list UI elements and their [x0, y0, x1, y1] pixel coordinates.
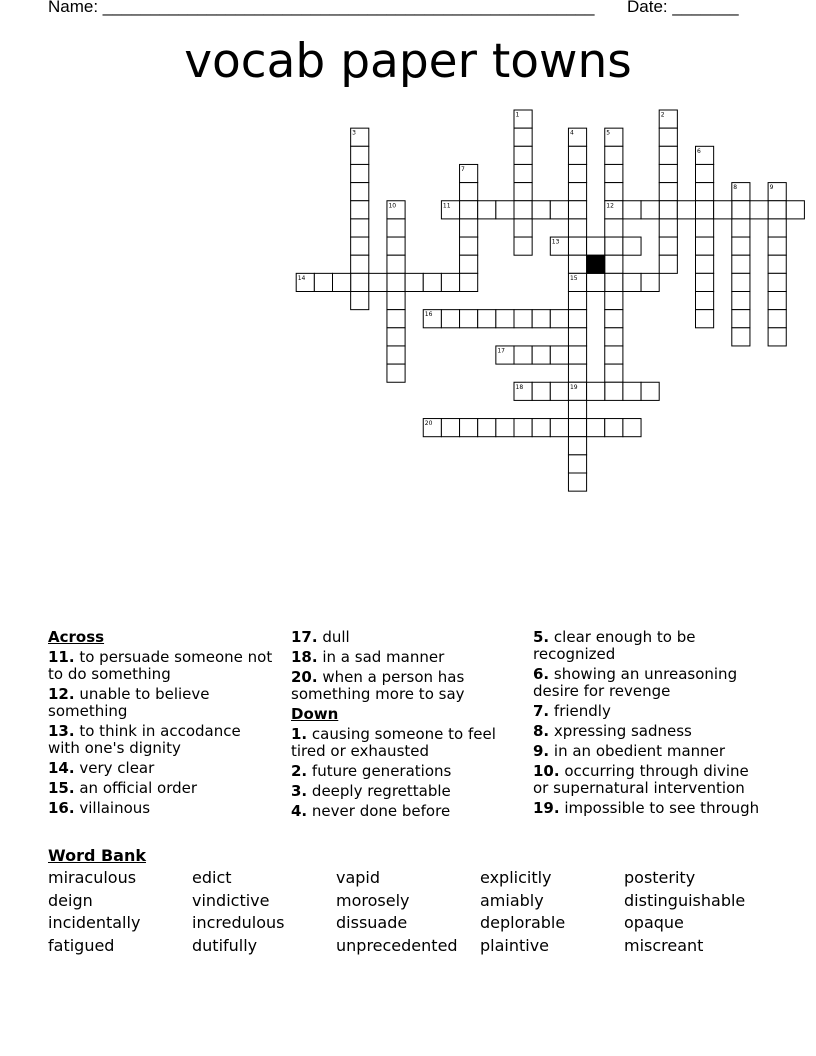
crossword-cell[interactable] — [496, 310, 514, 328]
word-bank-word: vapid — [336, 868, 381, 887]
clue-text: unable to believe something — [48, 685, 210, 720]
crossword-cell[interactable] — [605, 310, 623, 328]
clue-text: in a sad manner — [322, 648, 445, 666]
crossword-cell[interactable] — [696, 183, 714, 201]
word-bank-word: dissuade — [336, 913, 408, 932]
clue-text: dull — [322, 628, 350, 646]
clue-across-14 — [48, 760, 276, 777]
cell-number-label: 18 — [515, 383, 524, 391]
word-bank-word: edict — [192, 868, 232, 887]
crossword-cell[interactable] — [641, 273, 659, 291]
crossword-cell[interactable] — [641, 382, 659, 400]
clues-column-1 — [48, 629, 276, 820]
crossword-cell[interactable] — [387, 310, 405, 328]
clue-number: 12. — [48, 685, 75, 703]
cell-number-label: 4 — [569, 129, 574, 137]
cell-number-label: 3 — [352, 129, 356, 137]
crossword-cell[interactable] — [587, 382, 605, 400]
crossword-cell[interactable] — [532, 346, 550, 364]
word-bank-word: unprecedented — [336, 935, 458, 955]
crossword-cell[interactable] — [732, 328, 750, 346]
puzzle-title: vocab paper towns — [184, 34, 632, 89]
crossword-cell[interactable] — [387, 273, 405, 291]
word-bank-word: incidentally — [48, 913, 141, 932]
clue-down-8 — [533, 723, 768, 740]
cell-number-label: 8 — [733, 184, 738, 192]
crossword-cell[interactable] — [587, 237, 605, 255]
crossword-cell[interactable] — [351, 183, 369, 201]
clue-number: 6. — [533, 665, 550, 683]
cell-number-label: 11 — [442, 202, 451, 210]
crossword-cell[interactable] — [532, 382, 550, 400]
word-bank-word: dutifully — [192, 935, 258, 955]
crossword-cell[interactable] — [768, 219, 786, 237]
clue-text: future generations — [311, 762, 452, 780]
crossword-cell[interactable] — [786, 201, 804, 219]
clue-text: showing an unreasoning desire for revenge — [533, 665, 738, 700]
crossword-cell[interactable] — [351, 273, 369, 291]
crossword-cell[interactable] — [387, 219, 405, 237]
clue-across-17 — [291, 629, 519, 646]
crossword-cell[interactable] — [623, 273, 641, 291]
clue-text: xpressing sadness — [553, 722, 692, 740]
clue-number: 17. — [291, 628, 318, 646]
word-bank-heading: Word Bank — [48, 846, 147, 865]
crossword-cell[interactable] — [605, 328, 623, 346]
clue-text: clear enough to be recognized — [533, 628, 696, 663]
clue-text: occurring through divine or supernatural intervention — [533, 762, 749, 797]
crossword-cell[interactable] — [623, 382, 641, 400]
clue-down-3 — [291, 783, 519, 800]
crossword-cell[interactable] — [568, 455, 586, 473]
crossword-cell[interactable] — [768, 237, 786, 255]
word-bank-word: incredulous — [192, 913, 285, 932]
cell-number-label: 12 — [606, 202, 614, 210]
crossword-cell[interactable] — [514, 346, 532, 364]
crossword-cell[interactable] — [732, 201, 750, 219]
word-bank-word: amiably — [480, 890, 544, 910]
crossword-cell[interactable] — [568, 292, 586, 310]
crossword-cell[interactable] — [696, 273, 714, 291]
clue-down-1 — [291, 726, 519, 760]
cell-number-label: 2 — [660, 111, 665, 119]
cell-number-label: 19 — [569, 383, 578, 391]
clue-number: 14. — [48, 759, 75, 777]
clues-column-3 — [533, 629, 768, 820]
crossword-cell[interactable] — [605, 237, 623, 255]
crossword-cell[interactable] — [460, 255, 478, 273]
crossword-cell[interactable] — [587, 273, 605, 291]
crossword-cell[interactable] — [714, 201, 732, 219]
word-bank-word: opaque — [624, 913, 684, 932]
clue-across-12 — [48, 686, 276, 720]
cell-number-label: 5 — [606, 129, 611, 137]
cell-number-label: 6 — [697, 147, 701, 155]
crossword-cell[interactable] — [605, 419, 623, 437]
clue-number: 19. — [533, 799, 560, 817]
crossword-cell[interactable] — [768, 201, 786, 219]
crossword-cell[interactable] — [568, 437, 586, 455]
crossword-cell[interactable] — [460, 183, 478, 201]
crossword-cell[interactable] — [641, 201, 659, 219]
word-bank-word: deplorable — [480, 913, 566, 932]
crossword-cell[interactable] — [514, 419, 532, 437]
clue-text: friendly — [553, 702, 611, 720]
crossword-cell[interactable] — [605, 146, 623, 164]
clue-down-5 — [533, 629, 768, 663]
crossword-cell[interactable] — [768, 292, 786, 310]
crossword-cell[interactable] — [732, 292, 750, 310]
clue-number: 20. — [291, 668, 318, 686]
crossword-cell[interactable] — [514, 164, 532, 182]
crossword-cell[interactable] — [387, 364, 405, 382]
crossword-cell[interactable] — [605, 346, 623, 364]
crossword-cell[interactable] — [351, 146, 369, 164]
clue-text: an official order — [79, 779, 198, 797]
crossword-cell[interactable] — [514, 310, 532, 328]
clue-across-18 — [291, 649, 519, 666]
crossword-cell[interactable] — [659, 128, 677, 146]
crossword-cell[interactable] — [568, 219, 586, 237]
crossword-cell[interactable] — [387, 237, 405, 255]
crossword-cell[interactable] — [605, 364, 623, 382]
crossword-cell[interactable] — [605, 164, 623, 182]
clue-text: deeply regrettable — [311, 782, 451, 800]
crossword-cell[interactable] — [568, 310, 586, 328]
crossword-cell[interactable] — [732, 310, 750, 328]
crossword-cell[interactable] — [460, 273, 478, 291]
cell-number-label: 17 — [497, 347, 505, 355]
crossword-cell[interactable] — [423, 273, 441, 291]
clue-number: 5. — [533, 628, 550, 646]
crossword-cell[interactable] — [314, 273, 332, 291]
crossword-cell[interactable] — [351, 255, 369, 273]
crossword-cell[interactable] — [568, 146, 586, 164]
crossword-cell[interactable] — [659, 183, 677, 201]
crossword-cell[interactable] — [750, 201, 768, 219]
clue-across-15 — [48, 780, 276, 797]
crossword-cell[interactable] — [460, 419, 478, 437]
clue-number: 8. — [533, 722, 550, 740]
crossword-cell[interactable] — [568, 328, 586, 346]
crossword-cell[interactable] — [550, 419, 568, 437]
crossword-cell[interactable] — [696, 201, 714, 219]
clues-column-2 — [291, 629, 519, 823]
crossword-blocked-cell — [587, 255, 605, 273]
crossword-cell[interactable] — [768, 255, 786, 273]
clue-down-10 — [533, 763, 768, 797]
cell-number-label: 9 — [769, 184, 774, 192]
crossword-cell[interactable] — [568, 183, 586, 201]
clue-text: very clear — [79, 759, 155, 777]
cell-number-label: 20 — [424, 420, 433, 428]
clue-number: 3. — [291, 782, 308, 800]
word-bank-word: miraculous — [48, 868, 137, 887]
crossword-cell[interactable] — [605, 292, 623, 310]
crossword-cell[interactable] — [768, 273, 786, 291]
crossword-cell[interactable] — [441, 419, 459, 437]
crossword-cell[interactable] — [478, 419, 496, 437]
date-field-label: Date: _______ — [627, 0, 739, 16]
cell-number-label: 16 — [424, 311, 433, 319]
clue-number: 7. — [533, 702, 550, 720]
crossword-cell[interactable] — [351, 219, 369, 237]
clue-number: 2. — [291, 762, 308, 780]
crossword-cell[interactable] — [387, 255, 405, 273]
crossword-cell[interactable] — [568, 255, 586, 273]
word-bank-word: distinguishable — [624, 890, 746, 910]
crossword-cell[interactable] — [514, 237, 532, 255]
clue-text: never done before — [311, 802, 451, 820]
crossword-cell[interactable] — [696, 310, 714, 328]
crossword-cell[interactable] — [659, 146, 677, 164]
crossword-cell[interactable] — [605, 219, 623, 237]
crossword-cell[interactable] — [605, 183, 623, 201]
crossword-cell[interactable] — [514, 201, 532, 219]
word-bank-word: miscreant — [624, 935, 704, 955]
clue-number: 18. — [291, 648, 318, 666]
clue-number: 4. — [291, 802, 308, 820]
crossword-cell[interactable] — [441, 273, 459, 291]
cell-number-label: 10 — [388, 202, 397, 210]
crossword-cell[interactable] — [441, 310, 459, 328]
clue-number: 16. — [48, 799, 75, 817]
word-bank-word: explicitly — [480, 868, 552, 887]
crossword-cell[interactable] — [623, 237, 641, 255]
word-bank-word: vindictive — [192, 890, 270, 910]
crossword-cell[interactable] — [460, 237, 478, 255]
clue-down-19 — [533, 800, 768, 817]
name-field-label: Name: ____________________________________________________ — [48, 0, 595, 16]
crossword-cell[interactable] — [568, 419, 586, 437]
crossword-cell[interactable] — [568, 346, 586, 364]
crossword-cell[interactable] — [732, 255, 750, 273]
crossword-cell[interactable] — [605, 255, 623, 273]
crossword-cell[interactable] — [696, 219, 714, 237]
crossword-cell[interactable] — [532, 310, 550, 328]
crossword-cell[interactable] — [696, 292, 714, 310]
cell-number-label: 13 — [551, 238, 560, 246]
crossword-cell[interactable] — [496, 419, 514, 437]
clue-across-20 — [291, 669, 519, 703]
crossword-cell[interactable] — [351, 237, 369, 255]
crossword-cell[interactable] — [550, 310, 568, 328]
word-bank-word: deign — [48, 890, 93, 910]
crossword-cell[interactable] — [605, 382, 623, 400]
crossword-cell[interactable] — [696, 164, 714, 182]
clue-number: 9. — [533, 742, 550, 760]
clue-down-4 — [291, 803, 519, 820]
word-bank-word: posterity — [624, 868, 696, 887]
crossword-cell[interactable] — [587, 419, 605, 437]
clue-down-6 — [533, 666, 768, 700]
crossword-cell[interactable] — [568, 164, 586, 182]
crossword-cell[interactable] — [659, 164, 677, 182]
crossword-cell[interactable] — [478, 201, 496, 219]
crossword-cell[interactable] — [460, 310, 478, 328]
crossword-cell[interactable] — [659, 237, 677, 255]
crossword-cell[interactable] — [351, 292, 369, 310]
crossword-cell[interactable] — [550, 346, 568, 364]
crossword-cell[interactable] — [623, 419, 641, 437]
clue-down-7 — [533, 703, 768, 720]
clue-number: 10. — [533, 762, 560, 780]
cell-number-label: 15 — [569, 274, 578, 282]
crossword-cell[interactable] — [351, 164, 369, 182]
cell-number-label: 1 — [515, 111, 520, 119]
clue-text: causing someone to feel tired or exhausted — [291, 725, 496, 760]
clue-number: 13. — [48, 722, 75, 740]
crossword-cell[interactable] — [333, 273, 351, 291]
crossword-cell[interactable] — [732, 273, 750, 291]
crossword-cell[interactable] — [550, 382, 568, 400]
word-bank-word: plaintive — [480, 935, 550, 955]
crossword-cell[interactable] — [405, 273, 423, 291]
crossword-cell[interactable] — [659, 201, 677, 219]
clue-text: when a person has something more to say — [291, 668, 465, 703]
crossword-cell[interactable] — [532, 201, 550, 219]
crossword-cell[interactable] — [514, 183, 532, 201]
crossword-cell[interactable] — [550, 201, 568, 219]
clue-text: in an obedient manner — [553, 742, 726, 760]
crossword-cell[interactable] — [568, 473, 586, 491]
clue-text: villainous — [79, 799, 151, 817]
cell-number-label: 14 — [297, 274, 306, 282]
clue-text: to think in accodance with one's dignity — [48, 722, 241, 757]
cell-number-label: 7 — [461, 165, 465, 173]
clue-down-9 — [533, 743, 768, 760]
crossword-cell[interactable] — [677, 201, 695, 219]
word-bank-word: morosely — [336, 890, 410, 910]
crossword-cell[interactable] — [732, 219, 750, 237]
clue-across-13 — [48, 723, 276, 757]
word-bank-word: fatigued — [48, 935, 115, 955]
crossword-cell[interactable] — [387, 346, 405, 364]
word-bank-grid — [48, 868, 768, 956]
clue-down-2 — [291, 763, 519, 780]
crossword-cell[interactable] — [478, 310, 496, 328]
clue-text: impossible to see through — [564, 799, 760, 817]
crossword-cell[interactable] — [768, 328, 786, 346]
crossword-cell[interactable] — [623, 201, 641, 219]
crossword-cell[interactable] — [387, 292, 405, 310]
clue-across-16 — [48, 800, 276, 817]
clue-text: to persuade someone not to do something — [48, 648, 273, 683]
crossword-cell[interactable] — [659, 219, 677, 237]
crossword-cell[interactable] — [568, 364, 586, 382]
crossword-cell[interactable] — [568, 237, 586, 255]
crossword-cell[interactable] — [659, 255, 677, 273]
crossword-cell[interactable] — [351, 201, 369, 219]
clue-number: 15. — [48, 779, 75, 797]
crossword-cell[interactable] — [460, 219, 478, 237]
crossword-cell[interactable] — [696, 255, 714, 273]
crossword-cell[interactable] — [496, 201, 514, 219]
word-bank — [48, 846, 768, 956]
crossword-cell[interactable] — [387, 328, 405, 346]
crossword-cell[interactable] — [514, 128, 532, 146]
crossword-cell[interactable] — [568, 201, 586, 219]
clue-number: 1. — [291, 725, 308, 743]
crossword-cell[interactable] — [605, 273, 623, 291]
crossword-cell[interactable] — [768, 310, 786, 328]
crossword-cell[interactable] — [514, 219, 532, 237]
down-heading: Down — [291, 705, 339, 723]
crossword-cell[interactable] — [514, 146, 532, 164]
crossword-cell[interactable] — [460, 201, 478, 219]
clue-across-11 — [48, 649, 276, 683]
crossword-cell[interactable] — [568, 400, 586, 418]
clue-number: 11. — [48, 648, 75, 666]
crossword-cell[interactable] — [532, 419, 550, 437]
crossword-cell[interactable] — [369, 273, 387, 291]
crossword-cell[interactable] — [696, 237, 714, 255]
across-heading: Across — [48, 628, 105, 646]
crossword-cell[interactable] — [732, 237, 750, 255]
